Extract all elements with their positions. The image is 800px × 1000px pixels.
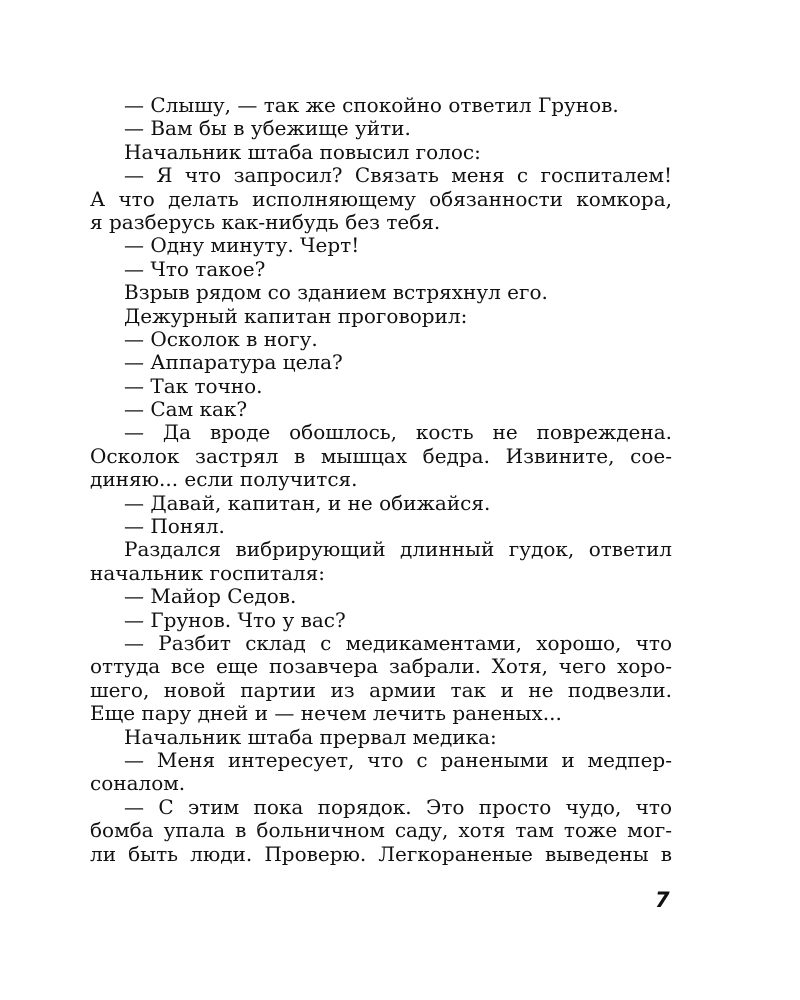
text-line: — С этим пока порядок. Это просто чудо, что: [124, 794, 672, 819]
text-line: — Майор Седов.: [124, 584, 297, 609]
text-line: — Понял.: [124, 514, 225, 539]
text-line: оттуда все еще позавчера забрали. Хотя, чего хоро-: [90, 654, 672, 679]
text-line: — Так точно.: [124, 373, 263, 398]
text-line: Начальник штаба прервал медика:: [124, 724, 497, 749]
text-line: Еще пару дней и — нечем лечить раненых...: [90, 701, 562, 726]
text-line: соналом.: [90, 771, 186, 796]
text-line: — Сам как?: [124, 397, 248, 422]
text-line: я разберусь как-нибудь без тебя.: [90, 209, 441, 234]
text-line: — Меня интересует, что с ранеными и медпер-: [124, 747, 672, 772]
text-line: — Что такое?: [124, 256, 266, 281]
text-line: ли быть люди. Проверю. Легкораненые выведены в: [90, 841, 672, 866]
text-line: — Аппаратура цела?: [124, 350, 343, 375]
text-line: — Одну минуту. Черт!: [124, 233, 360, 258]
text-line: Дежурный капитан проговорил:: [124, 303, 468, 328]
text-line: начальник госпиталя:: [90, 560, 325, 585]
text-line: А что делать исполняющему обязанности комкора,: [90, 186, 672, 211]
text-line: Раздался вибрирующий длинный гудок, ответил: [124, 537, 672, 562]
text-line: — Да вроде обошлось, кость не повреждена.: [124, 420, 672, 445]
text-line: бомба упала в больничном саду, хотя там тоже мог-: [90, 818, 672, 843]
page-body-text: [90, 94, 672, 866]
text-line: диняю... если получится.: [90, 467, 358, 492]
text-line: Осколок застрял в мышцах бедра. Извините, сое-: [90, 443, 672, 468]
text-line: — Разбит склад с медикаментами, хорошо, что: [124, 630, 672, 655]
text-line: Взрыв рядом со зданием встряхнул его.: [124, 280, 548, 305]
text-line: шего, новой партии из армии так и не подвезли.: [90, 677, 672, 702]
text-line: — Вам бы в убежище уйти.: [124, 116, 411, 141]
text-line: Начальник штаба повысил голос:: [124, 139, 481, 164]
text-line: — Осколок в ногу.: [124, 326, 318, 351]
page-number: 7: [655, 888, 670, 912]
text-line: — Я что запросил? Связать меня с госпиталем!: [124, 163, 672, 188]
text-line: — Грунов. Что у вас?: [124, 607, 346, 632]
text-line: — Слышу, — так же спокойно ответил Грунов.: [124, 93, 619, 117]
text-line: — Давай, капитан, и не обижайся.: [124, 490, 491, 515]
